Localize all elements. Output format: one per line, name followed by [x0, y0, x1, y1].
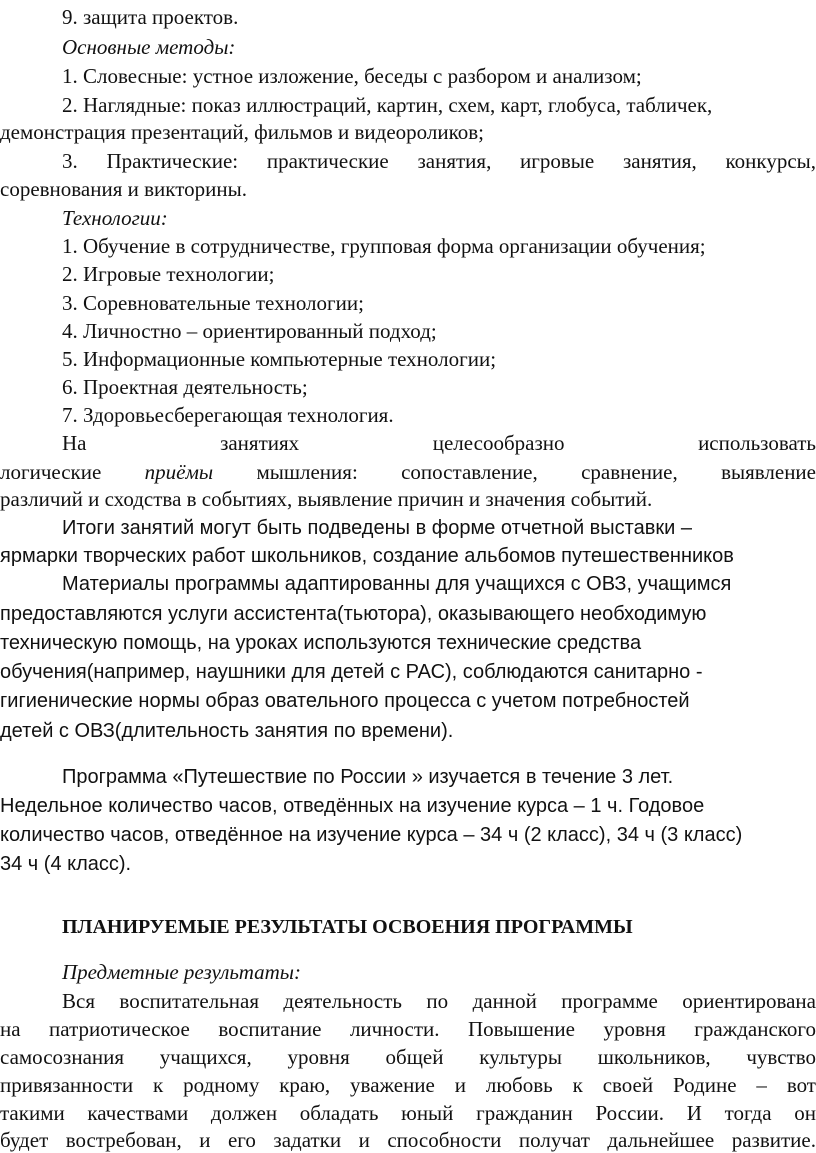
paragraph-results-cont: ярмарки творческих работ школьников, создание альбомов путешественников — [0, 545, 734, 567]
paragraph-adapted: Материалы программы адаптированны для учащихся с ОВЗ, учащимся — [62, 573, 732, 595]
paragraph-education-5: такими качествами должен обладать юный гражданин России. И тогда он — [0, 1101, 816, 1125]
section-heading: ПЛАНИРУЕМЫЕ РЕЗУЛЬТАТЫ ОСВОЕНИЯ ПРОГРАММЫ — [62, 916, 633, 938]
paragraph-education-3: самосознания учащихся, уровня общей культуры школьников, чувство — [0, 1045, 816, 1069]
paragraph-education-4: привязанности к родному краю, уважение и любовь к своей Родине – вот — [0, 1073, 816, 1097]
method-practical-cont: соревнования и викторины. — [0, 177, 247, 201]
paragraph-techniques: На занятиях целесообразно использовать — [62, 431, 816, 455]
tech-health: 7. Здоровьесберегающая технология. — [62, 403, 394, 427]
method-visual: 2. Наглядные: показ иллюстраций, картин, схем, карт, глобуса, табличек, — [62, 93, 713, 117]
paragraph-adapted-6: детей с ОВЗ(длительность занятия по времени). — [0, 720, 454, 742]
text-thinking: мышления: сопоставление, сравнение, выявление — [256, 460, 816, 484]
text-techniques-italic: приёмы — [144, 460, 214, 484]
paragraph-results: Итоги занятий могут быть подведены в форме отчетной выставки – — [62, 517, 692, 539]
paragraph-program: Программа «Путешествие по России » изучается в течение 3 лет. — [62, 766, 674, 788]
tech-projects: 6. Проектная деятельность; — [62, 375, 308, 399]
subheading-subject-results: Предметные результаты: — [62, 960, 301, 984]
paragraph-education-6: будет востребован, и его задатки и способности получат дальнейшее развитие. — [0, 1128, 816, 1152]
tech-games: 2. Игровые технологии; — [62, 262, 275, 286]
paragraph-techniques-end: различий и сходства в событиях, выявление причин и значения событий. — [0, 487, 653, 511]
text-logical: логические — [0, 460, 102, 484]
subheading-technologies: Технологии: — [62, 206, 168, 230]
paragraph-adapted-5: гигиенические нормы образ овательного процесса с учетом потребностей — [0, 690, 690, 712]
paragraph-education-2: на патриотическое воспитание личности. Повышение уровня гражданского — [0, 1017, 816, 1041]
paragraph-program-4: 34 ч (4 класс). — [0, 853, 132, 875]
method-verbal: 1. Словесные: устное изложение, беседы с разбором и анализом; — [62, 64, 642, 88]
list-item-projects: 9. защита проектов. — [62, 5, 239, 29]
method-visual-cont: демонстрация презентаций, фильмов и видеороликов; — [0, 120, 484, 144]
method-practical: 3. Практические: практические занятия, игровые занятия, конкурсы, — [62, 149, 816, 173]
tech-personal: 4. Личностно – ориентированный подход; — [62, 319, 437, 343]
tech-competitive: 3. Соревновательные технологии; — [62, 291, 364, 315]
paragraph-techniques-cont — [0, 459, 816, 485]
paragraph-adapted-2: предоставляются услуги ассистента(тьютора), оказывающего необходимую — [0, 603, 707, 625]
tech-ict: 5. Информационные компьютерные технологии; — [62, 347, 497, 371]
paragraph-adapted-3: техническую помощь, на уроках используются технические средства — [0, 632, 642, 654]
subheading-methods: Основные методы: — [62, 35, 236, 59]
paragraph-program-3: количество часов, отведённое на изучение курса – 34 ч (2 класс), 34 ч (3 класс) — [0, 824, 743, 846]
paragraph-education: Вся воспитательная деятельность по данной программе ориентирована — [62, 989, 816, 1013]
paragraph-adapted-4: обучения(например, наушники для детей с РАС), соблюдаются санитарно - — [0, 661, 703, 683]
tech-cooperation: 1. Обучение в сотрудничестве, групповая форма организации обучения; — [62, 234, 706, 258]
paragraph-program-2: Недельное количество часов, отведённых на изучение курса – 1 ч. Годовое — [0, 795, 705, 817]
